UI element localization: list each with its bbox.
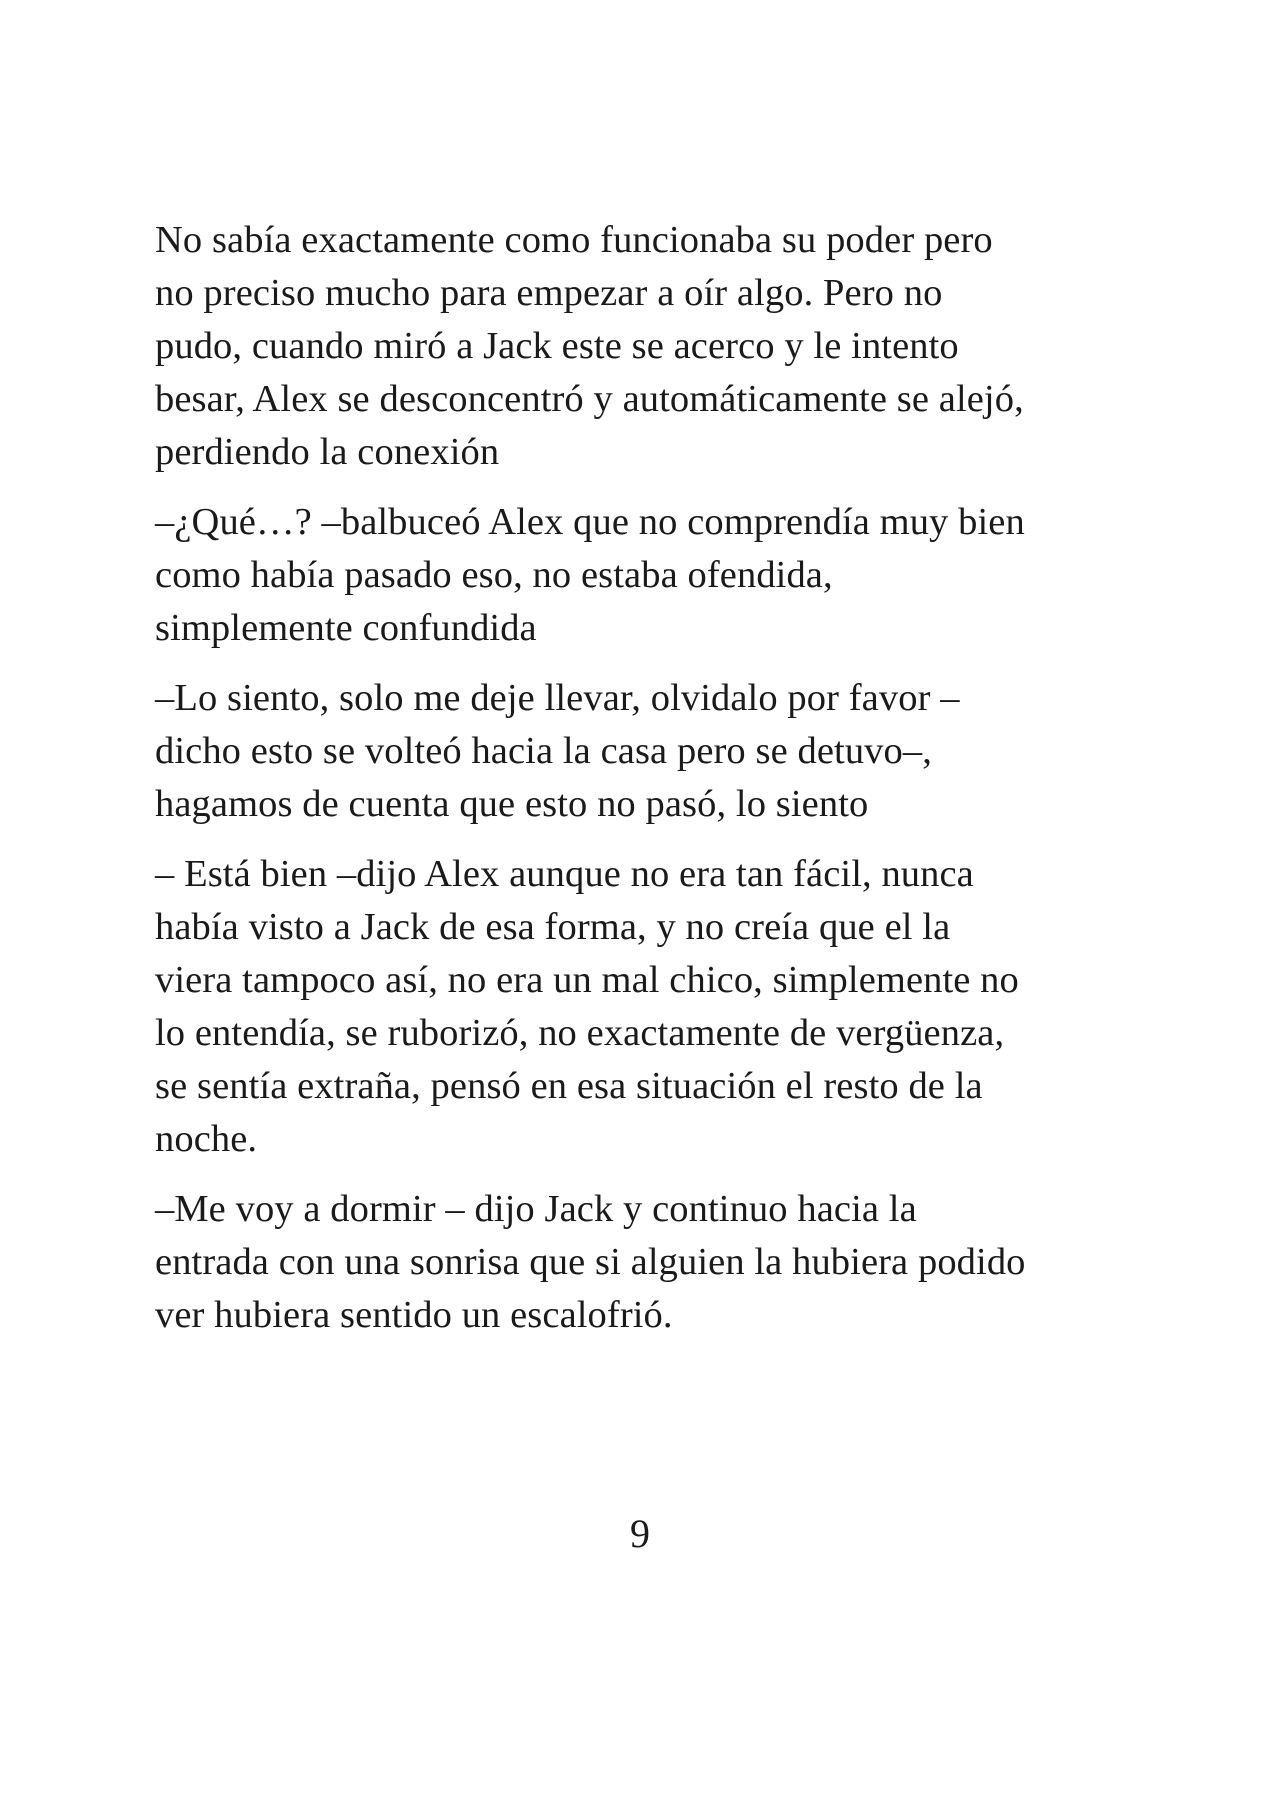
- text-line: –¿Qué…? –balbuceó Alex que no comprendía muy bien: [155, 501, 1025, 543]
- text-line: –Me voy a dormir – dijo Jack y continuo hacia la: [155, 1188, 917, 1230]
- text-line: ver hubiera sentido un escalofrió.: [155, 1294, 673, 1336]
- paragraph: [155, 848, 1140, 1166]
- text-line: pudo, cuando miró a Jack este se acerco y le intento: [155, 325, 959, 367]
- text-line: se sentía extraña, pensó en esa situación el resto de la: [155, 1065, 983, 1107]
- text-line: como había pasado eso, no estaba ofendida,: [155, 554, 833, 596]
- text-line: –Lo siento, solo me deje llevar, olvidalo por favor –: [155, 677, 960, 719]
- paragraph: [155, 496, 1140, 655]
- text-line: noche.: [155, 1118, 258, 1160]
- text-line: viera tampoco así, no era un mal chico, simplemente no: [155, 959, 1019, 1001]
- text-line: – Está bien –dijo Alex aunque no era tan fácil, nunca: [155, 853, 974, 895]
- text-line: no preciso mucho para empezar a oír algo. Pero no: [155, 272, 943, 314]
- page-body-text: [155, 214, 1140, 1359]
- text-line: simplemente confundida: [155, 607, 537, 649]
- paragraph: [155, 672, 1140, 831]
- text-line: perdiendo la conexión: [155, 431, 500, 473]
- page-number: 9: [630, 1511, 650, 1556]
- text-line: hagamos de cuenta que esto no pasó, lo siento: [155, 783, 869, 825]
- paragraph: [155, 214, 1140, 479]
- text-line: No sabía exactamente como funcionaba su poder pero: [155, 219, 993, 261]
- text-line: lo entendía, se ruborizó, no exactamente de vergüenza,: [155, 1012, 1005, 1054]
- text-line: entrada con una sonrisa que si alguien la hubiera podido: [155, 1241, 1026, 1283]
- text-line: besar, Alex se desconcentró y automáticamente se alejó,: [155, 378, 1024, 420]
- text-line: dicho esto se volteó hacia la casa pero se detuvo–,: [155, 730, 932, 772]
- paragraph: [155, 1183, 1140, 1342]
- text-line: había visto a Jack de esa forma, y no creía que el la: [155, 906, 951, 948]
